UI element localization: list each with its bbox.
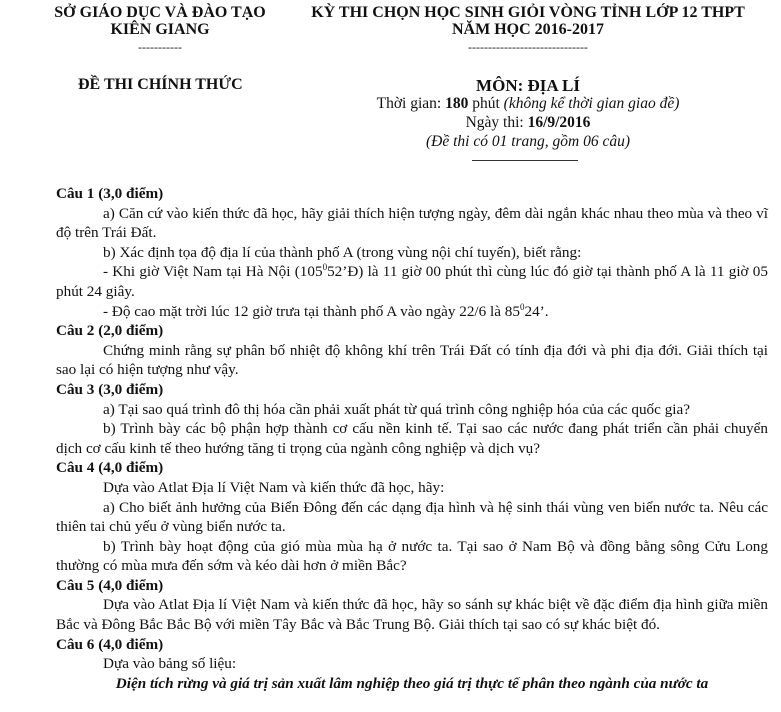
province-name: KIÊN GIANG [110, 21, 210, 38]
exam-name: KỲ THI CHỌN HỌC SINH GIỎI VÒNG TỈNH LỚP 12 THPT [311, 4, 745, 21]
header-divider [472, 160, 578, 161]
q1-b2-pre: - Độ cao mặt trời lúc 12 giờ trưa tại thành phố A vào ngày 22/6 là 85 [103, 302, 520, 320]
q1-part-b-condition-2 [56, 302, 768, 322]
q1-part-b: b) Xác định tọa độ địa lí của thành phố A (trong vùng nội chí tuyến), biết rằng: [103, 243, 582, 261]
exam-date [288, 114, 768, 132]
q3-part-a: a) Tại sao quá trình đô thị hóa cần phải xuất phát từ quá trình công nghiệp hóa của các quốc gia? [103, 400, 690, 418]
subject-title: MÔN: ĐỊA LÍ [476, 76, 580, 95]
q1-b1-sup: 0 [322, 262, 328, 273]
time-prefix: Thời gian: [376, 95, 446, 112]
time-value: 180 [445, 95, 469, 112]
q1-title: Câu 1 (3,0 điểm) [56, 185, 164, 202]
q1-b1-pre: - Khi giờ Việt Nam tại Hà Nội (105 [103, 263, 323, 281]
q3-part-b: b) Trình bày các bộ phận hợp thành cơ cấu nền kinh tế. Tại sao các nước đang phát triển cần phải chuyển dịch cơ cấu kinh tế theo hướng tăng tỉ trọng của ngành công nghiệp và dịch vụ? [56, 420, 768, 457]
q1-b2-post: 24’. [524, 302, 549, 320]
q6-intro: Dựa vào bảng số liệu: [103, 655, 237, 673]
pages-note: (Đề thi có 01 trang, gồm 06 câu) [425, 133, 631, 150]
q1-b1-post: 52’Đ) là 11 giờ 00 phút thì cùng lúc đó giờ tại thành phố A là 11 giờ 05 phút 24 giây. [56, 263, 768, 300]
exam-time [288, 95, 768, 113]
q4-intro: Dựa vào Atlat Địa lí Việt Nam và kiến thức đã học, hãy: [103, 478, 445, 496]
date-value: 16/9/2016 [527, 114, 591, 131]
q6-title: Câu 6 (4,0 điểm) [56, 635, 164, 653]
q4-part-a: a) Cho biết ảnh hưởng của Biển Đông đến các dạng địa hình và hệ sinh thái vùng ven biển nước ta. Nêu các thiên tai chủ yếu ở vùng biển nước ta. [56, 498, 768, 536]
q5-text: Dựa vào Atlat Địa lí Việt Nam và kiến thức đã học, hãy so sánh sự khác biệt về đặc điểm địa hình giữa miền Bắc và Đông Bắc Bắc Bộ với miền Tây Bắc và Bắc Trung Bộ. Giải thích tại sao có sự khác biệt đó. [56, 596, 768, 634]
q2-title: Câu 2 (2,0 điểm) [56, 322, 164, 340]
time-suffix: phút [468, 95, 504, 112]
exam-body [56, 184, 768, 693]
left-separator: ----------- [138, 40, 182, 54]
q4-title: Câu 4 (4,0 điểm) [56, 459, 164, 477]
official-exam-label: ĐỀ THI CHÍNH THỨC [78, 76, 243, 93]
right-separator: ------------------------------ [468, 40, 588, 54]
date-prefix: Ngày thi: [465, 114, 528, 131]
q5-title: Câu 5 (4,0 điểm) [56, 576, 164, 594]
q1-part-b-condition-1 [56, 262, 768, 301]
q3-title: Câu 3 (3,0 điểm) [56, 380, 164, 398]
q6-table-title: Diện tích rừng và giá trị sản xuất lâm nghiệp theo giá trị thực tế phân theo ngành của nước ta [115, 674, 709, 692]
q1-b2-sup: 0 [519, 301, 525, 312]
q2-text: Chứng minh rằng sự phân bố nhiệt độ không khí trên Trái Đất có tính địa đới và phi địa đới. Giải thích tại sao lại có hiện tượng như vậy. [56, 341, 768, 379]
school-year: NĂM HỌC 2016-2017 [452, 21, 604, 38]
q1-part-a: a) Căn cứ vào kiến thức đã học, hãy giải thích hiện tượng ngày, đêm dài ngắn khác nhau theo mùa và theo vĩ độ trên Trái Đất. [56, 204, 768, 242]
department-name: SỞ GIÁO DỤC VÀ ĐÀO TẠO [54, 4, 266, 21]
time-note: (không kể thời gian giao đề) [503, 95, 680, 112]
q4-part-b: b) Trình bày hoạt động của gió mùa mùa hạ ở nước ta. Tại sao ở Nam Bộ và đồng bằng sông Cửu Long thường có mùa mưa đến sớm và kéo dài hơn ở miền Bắc? [56, 537, 768, 575]
